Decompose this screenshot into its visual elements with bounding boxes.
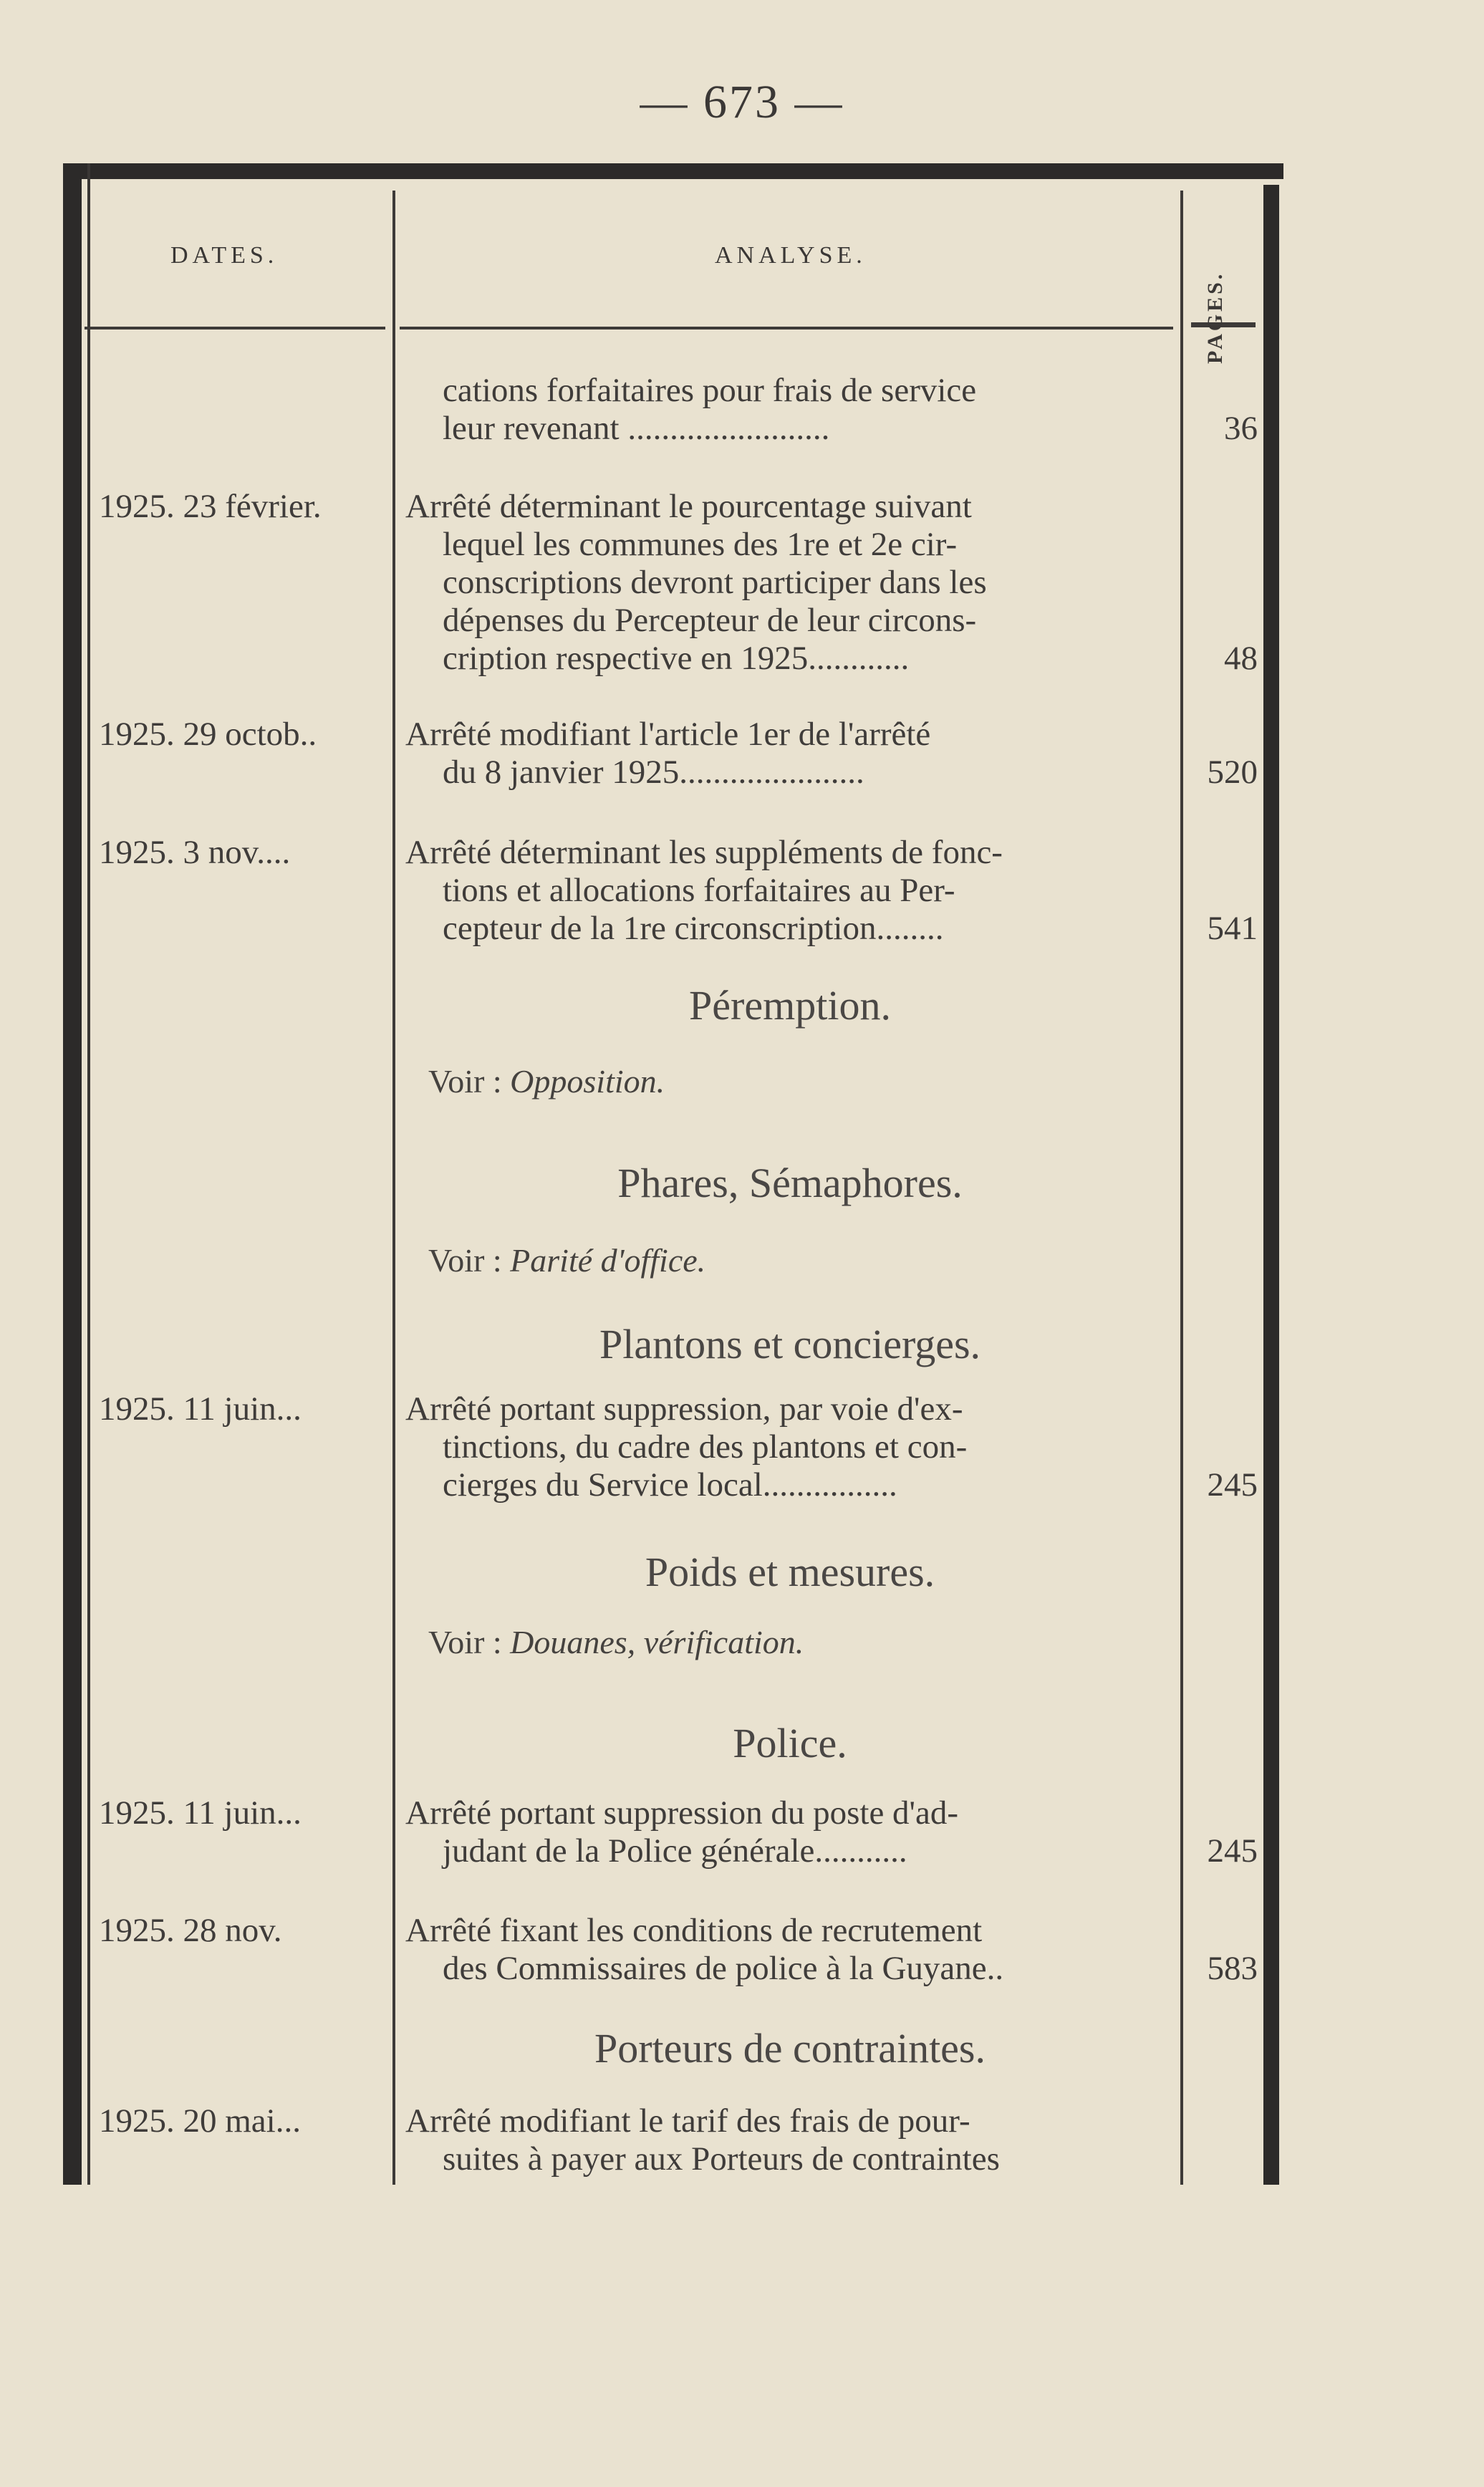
entry-date: 1925. 23 février. bbox=[99, 488, 322, 525]
analysis-line: cierges du Service local................ bbox=[443, 1466, 897, 1504]
see-also bbox=[428, 1062, 665, 1100]
table-left-inner-border bbox=[87, 163, 90, 2185]
analysis-line: des Commissaires de police à la Guyane.. bbox=[443, 1950, 1004, 1987]
see-also-label: Voir : bbox=[428, 1063, 502, 1100]
table-top-border bbox=[63, 163, 1283, 179]
entry-date: 1925. 20 mai... bbox=[99, 2102, 301, 2140]
page-ref: 48 bbox=[1224, 640, 1258, 677]
column-divider-pages bbox=[1180, 191, 1183, 2185]
analysis-line: suites à payer aux Porteurs de contraintes bbox=[443, 2140, 1000, 2178]
see-also-label: Voir : bbox=[428, 1242, 502, 1279]
header-pages: PAGES. bbox=[1203, 271, 1227, 364]
table-left-border bbox=[63, 163, 82, 2185]
analysis-line: cepteur de la 1re circonscription........ bbox=[443, 910, 944, 947]
analysis-line: du 8 janvier 1925...................... bbox=[443, 754, 864, 791]
analysis-line: cription respective en 1925............ bbox=[443, 640, 910, 677]
page-ref: 245 bbox=[1207, 1832, 1258, 1870]
header-dates: DATES. bbox=[170, 242, 279, 269]
analysis-line: tinctions, du cadre des plantons et con- bbox=[443, 1428, 968, 1466]
section-title: Péremption. bbox=[689, 982, 891, 1029]
page-ref: 520 bbox=[1207, 754, 1258, 791]
entry-date: 1925. 11 juin... bbox=[99, 1794, 302, 1832]
analysis-line: Arrêté portant suppression du poste d'ad- bbox=[405, 1794, 959, 1832]
analysis-line: Arrêté déterminant le pourcentage suivant bbox=[405, 488, 972, 525]
analysis-line: Arrêté fixant les conditions de recrutement bbox=[405, 1912, 983, 1949]
page-ref: 541 bbox=[1207, 910, 1258, 947]
analysis-line: conscriptions devront participer dans les bbox=[443, 564, 987, 601]
see-also-ref: Parité d'office. bbox=[510, 1242, 706, 1279]
analysis-line: dépenses du Percepteur de leur circons- bbox=[443, 602, 977, 639]
section-title: Plantons et concierges. bbox=[599, 1321, 981, 1367]
analysis-line: lequel les communes des 1re et 2e cir- bbox=[443, 526, 958, 563]
page-number: — 673 — bbox=[640, 76, 844, 128]
header-analyse: ANALYSE. bbox=[715, 242, 867, 269]
section-title: Porteurs de contraintes. bbox=[594, 2025, 986, 2072]
section-title: Poids et mesures. bbox=[645, 1549, 935, 1595]
analysis-line: Arrêté modifiant le tarif des frais de pour- bbox=[405, 2102, 970, 2140]
column-divider-dates bbox=[392, 191, 395, 2185]
entry-date: 1925. 11 juin... bbox=[99, 1390, 302, 1428]
analysis-line: Arrêté déterminant les suppléments de fonc- bbox=[405, 834, 1003, 871]
section-title: Phares, Sémaphores. bbox=[617, 1160, 963, 1206]
page-ref: 583 bbox=[1207, 1950, 1258, 1987]
header-rule-dates bbox=[85, 327, 385, 329]
page-ref: 245 bbox=[1207, 1466, 1258, 1504]
analysis-line: Arrêté modifiant l'article 1er de l'arrêté bbox=[405, 716, 931, 753]
see-also-label: Voir : bbox=[428, 1624, 502, 1660]
analysis-line: judant de la Police générale........... bbox=[443, 1832, 907, 1870]
see-also-ref: Douanes, vérification. bbox=[510, 1624, 804, 1660]
entry-date: 1925. 3 nov.... bbox=[99, 834, 291, 871]
entry-date: 1925. 29 octob.. bbox=[99, 716, 317, 753]
page-ref: 36 bbox=[1224, 410, 1258, 447]
header-rule-analyse bbox=[400, 327, 1173, 329]
analysis-line: Arrêté portant suppression, par voie d'ex- bbox=[405, 1390, 963, 1428]
table-right-border bbox=[1263, 185, 1279, 2185]
analysis-line: leur revenant ........................ bbox=[443, 410, 830, 447]
analysis-line: tions et allocations forfaitaires au Per- bbox=[443, 872, 955, 909]
see-also bbox=[428, 1623, 804, 1661]
index-table bbox=[63, 163, 1283, 2185]
section-title: Police. bbox=[733, 1720, 847, 1766]
entry-date: 1925. 28 nov. bbox=[99, 1912, 282, 1949]
see-also bbox=[428, 1241, 705, 1279]
see-also-ref: Opposition. bbox=[510, 1063, 665, 1100]
analysis-line: cations forfaitaires pour frais de service bbox=[443, 372, 977, 409]
